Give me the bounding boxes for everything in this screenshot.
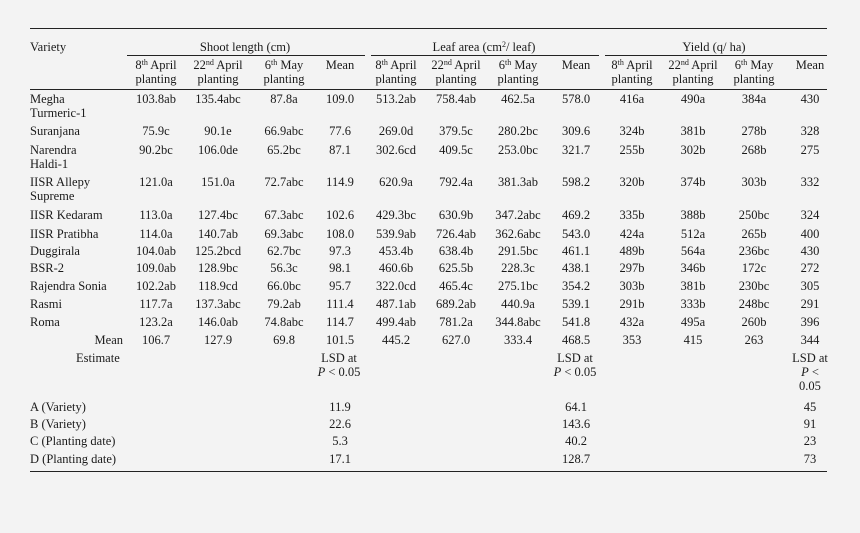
lsd-cell: 128.7 xyxy=(561,452,591,466)
lsd-cell: 64.1 xyxy=(565,400,587,414)
table-cell: 309.6 xyxy=(561,124,591,138)
table-cell: 87.8a xyxy=(270,92,298,106)
table-cell: 121.0a xyxy=(139,175,173,189)
table-cell: 135.4abc xyxy=(195,92,241,106)
table-cell: 118.9cd xyxy=(198,279,238,293)
mean-column-header: Mean xyxy=(561,58,591,72)
date-column-header: 22nd April planting xyxy=(668,58,718,86)
table-cell: 62.7bc xyxy=(267,244,301,258)
table-cell: 384a xyxy=(741,92,767,106)
table-cell: 321.7 xyxy=(561,143,591,157)
table-cell: 374b xyxy=(680,175,706,189)
table-cell: 114.0a xyxy=(139,227,173,241)
date-column-header: 22nd April planting xyxy=(431,58,481,86)
variety-cell: IISR Pratibha xyxy=(30,227,99,241)
table-cell: 278b xyxy=(741,124,767,138)
table-cell: 462.5a xyxy=(501,92,535,106)
table-cell: 291.5bc xyxy=(498,244,538,258)
table-cell: 324 xyxy=(800,208,820,222)
table-cell: 97.3 xyxy=(329,244,351,258)
table-cell: 539.9ab xyxy=(376,227,416,241)
date-column-header: 6th May planting xyxy=(733,58,775,86)
group-rule-leaf xyxy=(371,55,599,56)
table-cell: 236bc xyxy=(738,244,770,258)
table-cell: 67.3abc xyxy=(264,208,304,222)
header-rule xyxy=(30,89,827,90)
lsd-cell: 40.2 xyxy=(565,434,587,448)
table-cell: 430 xyxy=(800,244,820,258)
table-cell: 347.2abc xyxy=(495,208,541,222)
lsd-label-leaf: LSD at P < 0.05 xyxy=(553,351,597,379)
table-cell: 140.7ab xyxy=(198,227,238,241)
table-cell: 432a xyxy=(619,315,645,329)
table-cell: 495a xyxy=(680,315,706,329)
table-cell: 461.1 xyxy=(561,244,591,258)
table-cell: 127.4bc xyxy=(198,208,238,222)
table-cell: 598.2 xyxy=(561,175,591,189)
date-column-header: 8th April planting xyxy=(375,58,417,86)
table-cell: 689.2ab xyxy=(436,297,476,311)
mean-cell: 468.5 xyxy=(561,333,591,347)
table-cell: 90.1e xyxy=(204,124,232,138)
table-cell: 362.6abc xyxy=(495,227,541,241)
table-cell: 302.6cd xyxy=(376,143,416,157)
mean-cell: 627.0 xyxy=(441,333,471,347)
table-cell: 332 xyxy=(800,175,820,189)
mean-cell: 415 xyxy=(683,333,703,347)
table-cell: 381.3ab xyxy=(498,175,538,189)
table-cell: 539.1 xyxy=(561,297,591,311)
table-cell: 453.4b xyxy=(378,244,414,258)
table-cell: 123.2a xyxy=(139,315,173,329)
table-cell: 102.6 xyxy=(325,208,355,222)
table-cell: 381b xyxy=(680,124,706,138)
table-cell: 564a xyxy=(680,244,706,258)
lsd-row-label: A (Variety) xyxy=(30,400,86,414)
mean-column-header: Mean xyxy=(795,58,825,72)
lsd-cell: 23 xyxy=(803,434,817,448)
table-cell: 265b xyxy=(741,227,767,241)
table-cell: 114.9 xyxy=(326,175,354,189)
table-cell: 400 xyxy=(800,227,820,241)
table-cell: 228.3c xyxy=(501,261,535,275)
table-cell: 90.2bc xyxy=(139,143,173,157)
table-cell: 302b xyxy=(680,143,706,157)
bottom-rule xyxy=(30,471,827,472)
table-cell: 125.2bcd xyxy=(194,244,242,258)
table-cell: 291 xyxy=(800,297,820,311)
table-cell: 66.9abc xyxy=(264,124,304,138)
table-cell: 758.4ab xyxy=(436,92,476,106)
lsd-cell: 22.6 xyxy=(329,417,351,431)
table-cell: 346b xyxy=(680,261,706,275)
table-cell: 253.0bc xyxy=(498,143,538,157)
table-cell: 114.7 xyxy=(326,315,354,329)
table-cell: 429.3bc xyxy=(376,208,416,222)
table-cell: 638.4b xyxy=(438,244,474,258)
table-cell: 513.2ab xyxy=(376,92,416,106)
mean-cell: 445.2 xyxy=(381,333,411,347)
variety-cell: Rasmi xyxy=(30,297,62,311)
lsd-cell: 17.1 xyxy=(329,452,351,466)
table-cell: 460.6b xyxy=(378,261,414,275)
table-cell: 490a xyxy=(680,92,706,106)
estimate-label: Estimate xyxy=(76,351,120,365)
table-cell: 65.2bc xyxy=(267,143,301,157)
lsd-label-shoot: LSD at P < 0.05 xyxy=(317,351,361,379)
variety-cell: Narendra Haldi-1 xyxy=(30,143,77,171)
table-cell: 333b xyxy=(680,297,706,311)
mean-cell: 344 xyxy=(800,333,820,347)
lsd-cell: 11.9 xyxy=(329,400,351,414)
lsd-row-label: D (Planting date) xyxy=(30,452,117,466)
date-column-header: 6th May planting xyxy=(263,58,305,86)
table-cell: 409.5c xyxy=(439,143,473,157)
variety-cell: BSR-2 xyxy=(30,261,65,275)
lsd-cell: 143.6 xyxy=(561,417,591,431)
mean-cell: 106.7 xyxy=(141,333,171,347)
variety-cell: Megha Turmeric-1 xyxy=(30,92,87,120)
table-cell: 305 xyxy=(800,279,820,293)
table-cell: 268b xyxy=(741,143,767,157)
table-cell: 578.0 xyxy=(561,92,591,106)
table-cell: 275 xyxy=(800,143,820,157)
table-cell: 109.0ab xyxy=(136,261,176,275)
variety-cell: Duggirala xyxy=(30,244,80,258)
lsd-cell: 91 xyxy=(803,417,817,431)
variety-cell: IISR Allepy Supreme xyxy=(30,175,91,203)
table-cell: 95.7 xyxy=(329,279,351,293)
variety-cell: Rajendra Sonia xyxy=(30,279,107,293)
table-cell: 303b xyxy=(619,279,645,293)
table-cell: 396 xyxy=(800,315,820,329)
top-rule xyxy=(30,28,827,29)
table-cell: 275.1bc xyxy=(498,279,538,293)
table-cell: 438.1 xyxy=(561,261,591,275)
table-cell: 255b xyxy=(619,143,645,157)
table-cell: 137.3abc xyxy=(195,297,241,311)
mean-cell: 127.9 xyxy=(203,333,233,347)
lsd-cell: 45 xyxy=(803,400,817,414)
table-cell: 625.5b xyxy=(438,261,474,275)
mean-cell: 263 xyxy=(744,333,764,347)
table-cell: 620.9a xyxy=(379,175,413,189)
table-cell: 87.1 xyxy=(329,143,351,157)
table-cell: 440.9a xyxy=(501,297,535,311)
table-cell: 726.4ab xyxy=(436,227,476,241)
variety-header: Variety xyxy=(30,40,67,54)
table-cell: 354.2 xyxy=(561,279,591,293)
table-cell: 543.0 xyxy=(561,227,591,241)
lsd-cell: 5.3 xyxy=(332,434,348,448)
table-cell: 269.0d xyxy=(378,124,414,138)
table-cell: 512a xyxy=(680,227,706,241)
table-cell: 335b xyxy=(619,208,645,222)
date-column-header: 6th May planting xyxy=(497,58,539,86)
table-cell: 106.0de xyxy=(198,143,238,157)
variety-cell: Roma xyxy=(30,315,60,329)
table-cell: 102.2ab xyxy=(136,279,176,293)
table-cell: 320b xyxy=(619,175,645,189)
table-cell: 272 xyxy=(800,261,820,275)
mean-cell: 69.8 xyxy=(273,333,295,347)
lsd-cell: 73 xyxy=(803,452,817,466)
table-cell: 430 xyxy=(800,92,820,106)
table-cell: 469.2 xyxy=(561,208,591,222)
table-cell: 128.9bc xyxy=(198,261,238,275)
table-cell: 117.7a xyxy=(139,297,173,311)
table-cell: 322.0cd xyxy=(376,279,416,293)
table-cell: 280.2bc xyxy=(498,124,538,138)
shoot-length-header: Shoot length (cm) xyxy=(199,40,291,54)
mean-cell: 353 xyxy=(622,333,642,347)
leaf-area-header: Leaf area ($cm^2/$ leaf) xyxy=(432,40,536,54)
table-cell: 379.5c xyxy=(439,124,473,138)
table-cell: 151.0a xyxy=(201,175,235,189)
table-cell: 489b xyxy=(619,244,645,258)
table-cell: 56.3c xyxy=(270,261,298,275)
date-column-header: 8th April planting xyxy=(135,58,177,86)
table-cell: 416a xyxy=(619,92,645,106)
table-cell: 324b xyxy=(619,124,645,138)
table-cell: 328 xyxy=(800,124,820,138)
table-cell: 260b xyxy=(741,315,767,329)
table-cell: 77.6 xyxy=(329,124,351,138)
table-cell: 98.1 xyxy=(329,261,351,275)
mean-column-header: Mean xyxy=(325,58,355,72)
group-rule-yield xyxy=(605,55,827,56)
lsd-row-label: C (Planting date) xyxy=(30,434,116,448)
table-cell: 424a xyxy=(619,227,645,241)
table-cell: 113.0a xyxy=(139,208,173,222)
table-cell: 108.0 xyxy=(325,227,355,241)
table-cell: 781.2a xyxy=(439,315,473,329)
table-cell: 172c xyxy=(741,261,767,275)
table-cell: 66.0bc xyxy=(267,279,301,293)
variety-cell: IISR Kedaram xyxy=(30,208,103,222)
table-cell: 74.8abc xyxy=(264,315,304,329)
table-cell: 248bc xyxy=(738,297,770,311)
mean-cell: 101.5 xyxy=(325,333,355,347)
table-cell: 111.4 xyxy=(326,297,354,311)
table-cell: 499.4ab xyxy=(376,315,416,329)
table-cell: 146.0ab xyxy=(198,315,238,329)
lsd-row-label: B (Variety) xyxy=(30,417,86,431)
table-cell: 250bc xyxy=(738,208,770,222)
table-cell: 303b xyxy=(741,175,767,189)
table-cell: 297b xyxy=(619,261,645,275)
table-cell: 79.2ab xyxy=(267,297,301,311)
table-cell: 792.4a xyxy=(439,175,473,189)
table-cell: 630.9b xyxy=(438,208,474,222)
date-column-header: 22nd April planting xyxy=(193,58,243,86)
lsd-label-yield: LSD at P < 0.05 xyxy=(792,351,828,393)
group-rule-shoot xyxy=(127,55,365,56)
table-cell: 72.7abc xyxy=(264,175,304,189)
table-cell: 103.8ab xyxy=(136,92,176,106)
date-column-header: 8th April planting xyxy=(611,58,653,86)
table-cell: 381b xyxy=(680,279,706,293)
table-cell: 75.9c xyxy=(142,124,170,138)
variety-cell: Suranjana xyxy=(30,124,80,138)
table-cell: 291b xyxy=(619,297,645,311)
table-cell: 487.1ab xyxy=(376,297,416,311)
yield-header: Yield (q/ ha) xyxy=(682,40,746,54)
table-cell: 69.3abc xyxy=(264,227,304,241)
table-cell: 104.0ab xyxy=(136,244,176,258)
table-cell: 109.0 xyxy=(325,92,355,106)
table-cell: 230bc xyxy=(738,279,770,293)
table-cell: 344.8abc xyxy=(495,315,541,329)
table-cell: 541.8 xyxy=(561,315,591,329)
table-cell: 388b xyxy=(680,208,706,222)
mean-row-label: Mean xyxy=(94,333,123,347)
mean-cell: 333.4 xyxy=(503,333,533,347)
table-cell: 465.4c xyxy=(439,279,473,293)
